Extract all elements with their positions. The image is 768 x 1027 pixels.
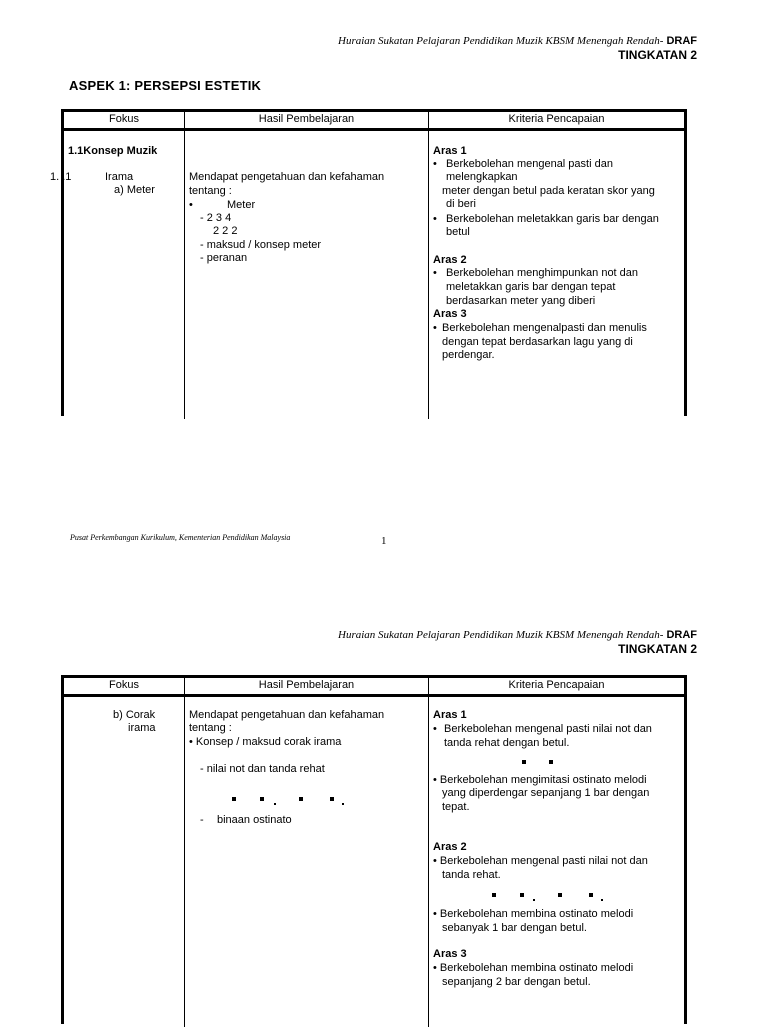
kriteria-text: meletakkan garis bar dengan tepat xyxy=(446,281,616,293)
hasil-text: tentang : xyxy=(189,722,232,734)
table-header-row xyxy=(64,678,684,697)
kriteria-cell xyxy=(429,697,684,1027)
fokus-cell xyxy=(64,697,185,1027)
fokus-heading: 1.1Konsep Muzik xyxy=(68,145,158,157)
col-hasil: Hasil Pembelajaran xyxy=(185,678,429,694)
kriteria-text: yang diperdengar sepanjang 1 bar dengan xyxy=(442,787,650,799)
dot-symbol xyxy=(533,899,535,901)
note-symbol xyxy=(549,760,553,764)
hasil-text: Meter xyxy=(227,199,256,211)
draft-label: DRAF xyxy=(666,35,697,47)
meter-denominators: 2 2 2 xyxy=(213,225,238,237)
doc-title: Huraian Sukatan Pelajaran Pendidikan Muzik KBSM Menengah Rendah- xyxy=(338,629,664,641)
curriculum-table xyxy=(61,109,687,416)
kriteria-text: meter dengan betul pada keratan skor yang xyxy=(442,185,655,197)
hasil-text: Mendapat pengetahuan dan kefahaman xyxy=(189,171,385,183)
hasil-cell xyxy=(185,131,429,419)
hasil-text: binaan ostinato xyxy=(217,814,292,826)
kriteria-text: Berkebolehan mengenalpasti dan menulis xyxy=(442,322,647,334)
kriteria-text: • Berkebolehan membina ostinato melodi xyxy=(433,962,634,974)
note-symbol xyxy=(492,893,496,897)
kriteria-text: dengan tepat berdasarkan lagu yang di xyxy=(442,336,633,348)
doc-title: Huraian Sukatan Pelajaran Pendidikan Muzik KBSM Menengah Rendah- xyxy=(338,35,664,47)
note-symbol xyxy=(520,893,524,897)
kriteria-text: Berkebolehan meletakkan garis bar dengan xyxy=(446,213,659,225)
bullet: • xyxy=(433,322,437,334)
page-2 xyxy=(0,600,768,1024)
kriteria-text: Berkebolehan menghimpunkan not dan xyxy=(446,267,639,279)
hasil-text: Mendapat pengetahuan dan kefahaman xyxy=(189,709,385,721)
note-symbol xyxy=(299,797,303,801)
kriteria-text: • Berkebolehan mengenal pasti nilai not dan xyxy=(433,855,648,867)
aras-heading: Aras 2 xyxy=(433,841,467,853)
note-symbol xyxy=(589,893,593,897)
fokus-sub: irama xyxy=(128,722,156,734)
bullet: • xyxy=(433,213,437,225)
kriteria-text: sepanjang 2 bar dengan betul. xyxy=(442,976,591,988)
running-header xyxy=(338,628,697,656)
col-fokus: Fokus xyxy=(64,112,185,128)
kriteria-text: sebanyak 1 bar dengan betul. xyxy=(442,922,587,934)
kriteria-text: tepat. xyxy=(442,801,470,813)
fokus-topic: Irama xyxy=(105,171,134,183)
kriteria-cell xyxy=(429,131,684,419)
bullet: • xyxy=(433,267,437,279)
kriteria-text: berdasarkan meter yang diberi xyxy=(446,295,596,307)
fokus-number: 1. .1 xyxy=(50,171,72,183)
aras-heading: Aras 3 xyxy=(433,948,467,960)
hasil-text: • Konsep / maksud corak irama xyxy=(189,736,342,748)
col-kriteria: Kriteria Pencapaian xyxy=(508,679,605,691)
hasil-text: - maksud / konsep meter xyxy=(200,239,322,251)
note-symbol xyxy=(522,760,526,764)
table-header-row xyxy=(64,112,684,131)
hasil-cell xyxy=(185,697,429,1027)
level-label: TINGKATAN 2 xyxy=(618,48,697,62)
bullet: • xyxy=(433,723,437,735)
meter-numerators: - 2 3 4 xyxy=(200,212,232,224)
aras-heading: Aras 3 xyxy=(433,308,467,320)
table-row xyxy=(64,697,684,1027)
footer-text: Pusat Perkembangan Kurikulum, Kementerian Pendidikan Malaysia xyxy=(70,533,291,542)
note-symbol xyxy=(558,893,562,897)
level-label: TINGKATAN 2 xyxy=(618,642,697,656)
aras-heading: Aras 1 xyxy=(433,709,467,721)
col-hasil: Hasil Pembelajaran xyxy=(185,112,429,128)
kriteria-text: tanda rehat. xyxy=(442,869,501,881)
note-symbol xyxy=(330,797,334,801)
kriteria-text: melengkapkan xyxy=(446,171,518,183)
note-symbol xyxy=(232,797,236,801)
col-fokus: Fokus xyxy=(64,678,185,694)
kriteria-text: • Berkebolehan membina ostinato melodi xyxy=(433,908,634,920)
draft-label: DRAF xyxy=(666,629,697,641)
aspect-title: ASPEK 1: PERSEPSI ESTETIK xyxy=(69,78,262,93)
bullet: • xyxy=(189,199,193,211)
kriteria-text: perdengar. xyxy=(442,349,495,361)
bullet: • xyxy=(433,158,437,170)
hasil-text: - xyxy=(200,814,204,826)
note-symbol xyxy=(260,797,264,801)
page-number: 1 xyxy=(381,535,387,547)
aras-heading: Aras 1 xyxy=(433,145,467,157)
hasil-text: tentang : xyxy=(189,185,232,197)
kriteria-text: betul xyxy=(446,226,470,238)
dot-symbol xyxy=(601,899,603,901)
kriteria-text: Berkebolehan mengenal pasti dan xyxy=(446,158,613,170)
dot-symbol xyxy=(274,803,276,805)
table-row xyxy=(64,131,684,419)
col-kriteria: Kriteria Pencapaian xyxy=(508,113,605,125)
dot-symbol xyxy=(342,803,344,805)
kriteria-text: Berkebolehan mengenal pasti nilai not dan xyxy=(444,723,652,735)
aras-heading: Aras 2 xyxy=(433,254,467,266)
hasil-text: - peranan xyxy=(200,252,248,264)
hasil-text: - nilai not dan tanda rehat xyxy=(200,763,325,775)
running-header xyxy=(338,34,697,62)
fokus-sub: a) Meter xyxy=(114,184,155,196)
curriculum-table xyxy=(61,675,687,1024)
kriteria-text: • Berkebolehan mengimitasi ostinato melodi xyxy=(433,774,647,786)
kriteria-text: di beri xyxy=(446,198,476,210)
fokus-sub: b) Corak xyxy=(113,709,156,721)
kriteria-text: tanda rehat dengan betul. xyxy=(444,737,570,749)
